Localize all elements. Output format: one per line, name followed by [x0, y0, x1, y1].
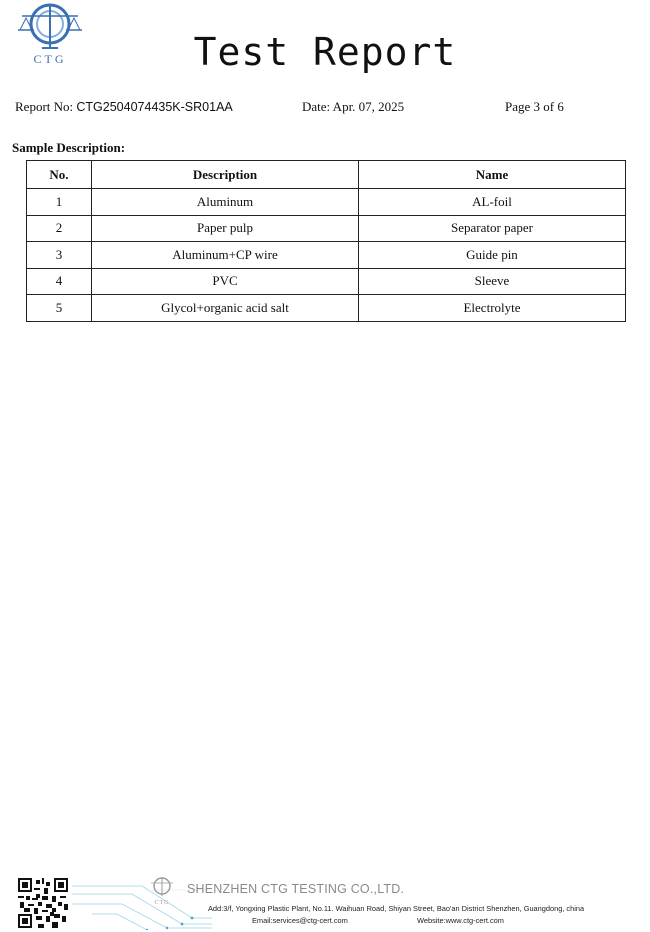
- page-footer: [0, 872, 650, 932]
- company-address: Add:3/f, Yongxing Plastic Plant, No.11. Waihuan Road, Shiyan Street, Bao'an District Shenzhen, Guangdong, china: [208, 904, 585, 913]
- qr-code-icon: [18, 878, 68, 928]
- header-description: Description: [92, 161, 359, 189]
- cell-no: 4: [27, 268, 92, 295]
- cell-name: Guide pin: [359, 242, 626, 269]
- cell-no: 2: [27, 215, 92, 242]
- table-row: [27, 215, 626, 242]
- cell-description: Glycol+organic acid salt: [92, 295, 359, 322]
- cell-name: Separator paper: [359, 215, 626, 242]
- logo-text: CTG: [33, 52, 67, 66]
- cell-name: Electrolyte: [359, 295, 626, 322]
- cell-description: Paper pulp: [92, 215, 359, 242]
- table-header-row: [27, 161, 626, 189]
- company-email: Email:services@ctg-cert.com: [252, 916, 348, 925]
- header-name: Name: [359, 161, 626, 189]
- cell-name: Sleeve: [359, 268, 626, 295]
- section-title: Sample Description:: [12, 140, 126, 155]
- table-row: [27, 242, 626, 269]
- table-row: [27, 268, 626, 295]
- report-no-value: CTG2504074435K-SR01AA: [76, 100, 233, 114]
- cell-description: Aluminum+CP wire: [92, 242, 359, 269]
- header-no: No.: [27, 161, 92, 189]
- company-website: Website:www.ctg-cert.com: [417, 916, 504, 925]
- footer-logo-text: CTG: [154, 900, 170, 906]
- cell-description: PVC: [92, 268, 359, 295]
- table-row: [27, 189, 626, 216]
- cell-description: Aluminum: [92, 189, 359, 216]
- report-no-label: Report No:: [15, 99, 74, 114]
- footer-logo: [148, 876, 176, 904]
- page-number: Page 3 of 6: [505, 99, 564, 114]
- report-number: [15, 99, 233, 115]
- page-title: Test Report: [193, 30, 457, 74]
- cell-no: 5: [27, 295, 92, 322]
- cell-no: 3: [27, 242, 92, 269]
- company-name: SHENZHEN CTG TESTING CO.,LTD.: [187, 882, 405, 896]
- report-date: Date: Apr. 07, 2025: [302, 99, 405, 114]
- table-row: [27, 295, 626, 322]
- sample-table: [26, 160, 626, 322]
- mini-scales-icon: [148, 876, 176, 898]
- cell-name: AL-foil: [359, 189, 626, 216]
- cell-no: 1: [27, 189, 92, 216]
